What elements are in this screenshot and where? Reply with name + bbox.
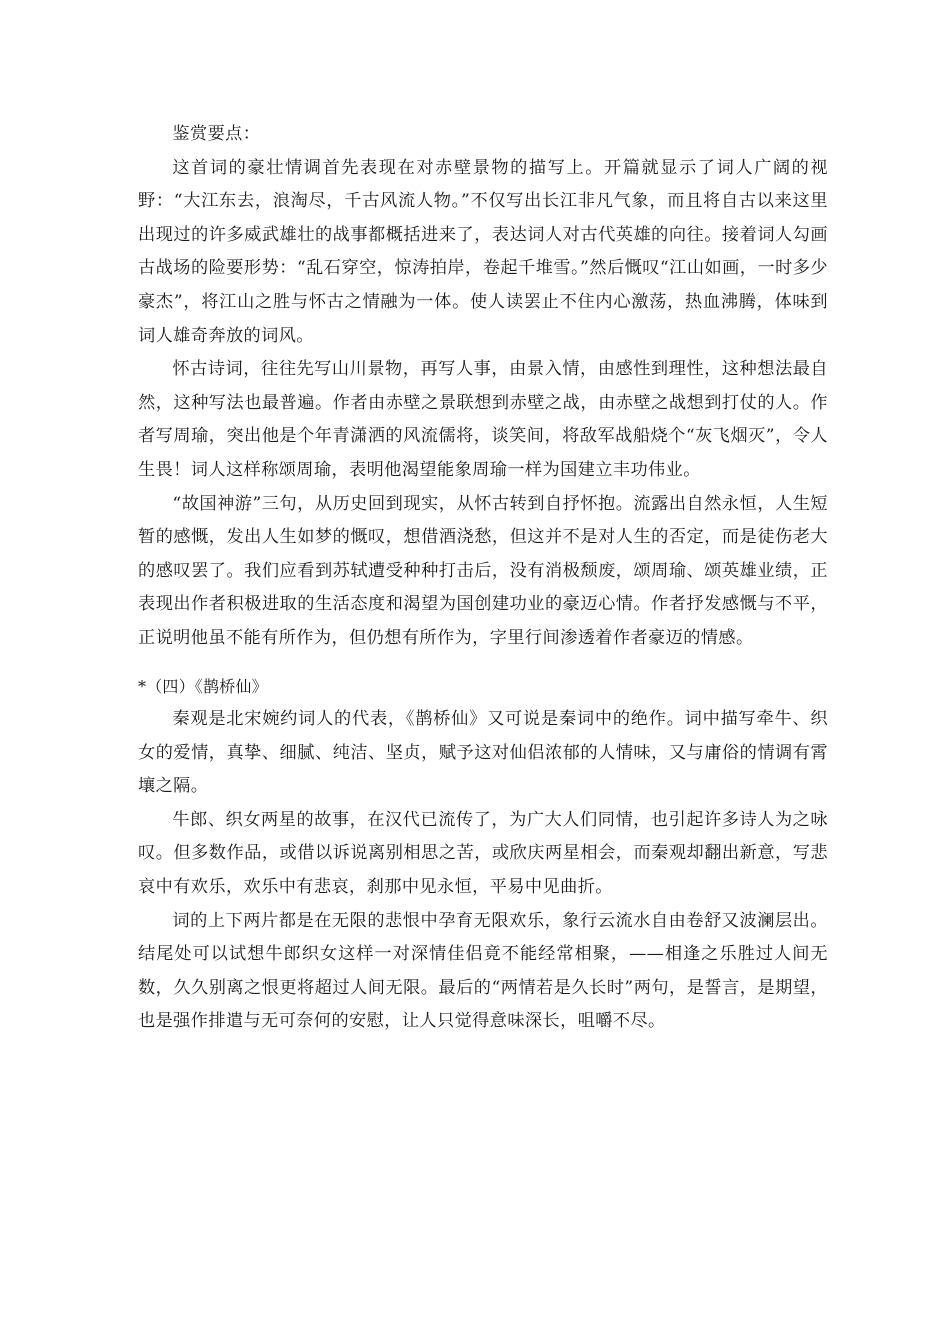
appreciation-paragraph-3: “故国神游”三句，从历史回到现实，从怀古转到自抒怀抱。流露出自然永恒，人生短暂的感慨，发出人生如梦的慨叹，想借酒浇愁，但这并不是对人生的否定，而是徒伤老大的感叹罢了。我们应看到苏轼遭受种种打击后，没有消极颓废，颂周瑜、颂英雄业绩，正表现出作者积极进取的生活态度和渴望为国创建功业的豪迈心情。作者抒发感慨与不平，正说明他虽不能有所作为，但仍想有所作为，字里行间渗透着作者豪迈的情感。 <box>138 493 828 648</box>
section-four-paragraph-3: 词的上下两片都是在无限的悲恨中孕育无限欢乐，象行云流水自由卷舒又波澜层出。结尾处可以试想牛郎织女这样一对深情佳侣竟不能经常相聚，——相逢之乐胜过人间无数，久久别离之恨更将超过人间无限。最后的“两情若是久长时”两句，是誓言，是期望，也是强作排遣与无可奈何的安慰，让人只觉得意味深长，咀嚼不尽。 <box>138 910 828 1032</box>
appreciation-heading: 鉴赏要点： <box>172 124 261 144</box>
appreciation-paragraph-2: 怀古诗词，往往先写山川景物，再写人事，由景入情，由感性到理性，这种想法最自然，这种写法也最普遍。作者由赤壁之景联想到赤壁之战，由赤壁之战想到打仗的人。作者写周瑜，突出他是个年青潇洒的风流儒将，谈笑间，将敌军战船烧个“灰飞烟灭”，令人生畏！词人这样称颂周瑜，表明他渴望能象周瑜一样为国建立丰功伟业。 <box>138 359 828 480</box>
document-page <box>138 118 828 1039</box>
appreciation-paragraph-1: 这首词的豪壮情调首先表现在对赤壁景物的描写上。开篇就显示了词人广阔的视野：“大江东去，浪淘尽，千古风流人物。”不仅写出长江非凡气象，而且将自古以来这里出现过的许多威武雄壮的战事都概括进来了，表达词人对古代英雄的向往。接着词人勾画古战场的险要形势：“乱石穿空，惊涛拍岸，卷起千堆雪。”然后慨叹“江山如画，一时多少豪杰”，将江山之胜与怀古之情融为一体。使人读罢止不住内心激荡，热血沸腾，体味到词人雄奇奔放的词风。 <box>138 157 828 346</box>
section-four-heading: *（四）《鹊桥仙》 <box>138 676 268 696</box>
section-four-paragraph-2: 牛郎、织女两星的故事，在汉代已流传了，为广大人们同情，也引起许多诗人为之咏叹。但多数作品，或借以诉说离别相思之苦，或欣庆两星相会，而秦观却翻出新意，写悲哀中有欢乐，欢乐中有悲哀，刹那中见永恒，平易中见曲折。 <box>138 809 828 898</box>
section-four-paragraph-1: 秦观是北宋婉约词人的代表，《鹊桥仙》又可说是秦词中的绝作。词中描写牵牛、织女的爱情，真挚、细腻、纯洁、坚贞，赋予这对仙侣浓郁的人情味，又与庸俗的情调有霄壤之隔。 <box>138 709 828 797</box>
